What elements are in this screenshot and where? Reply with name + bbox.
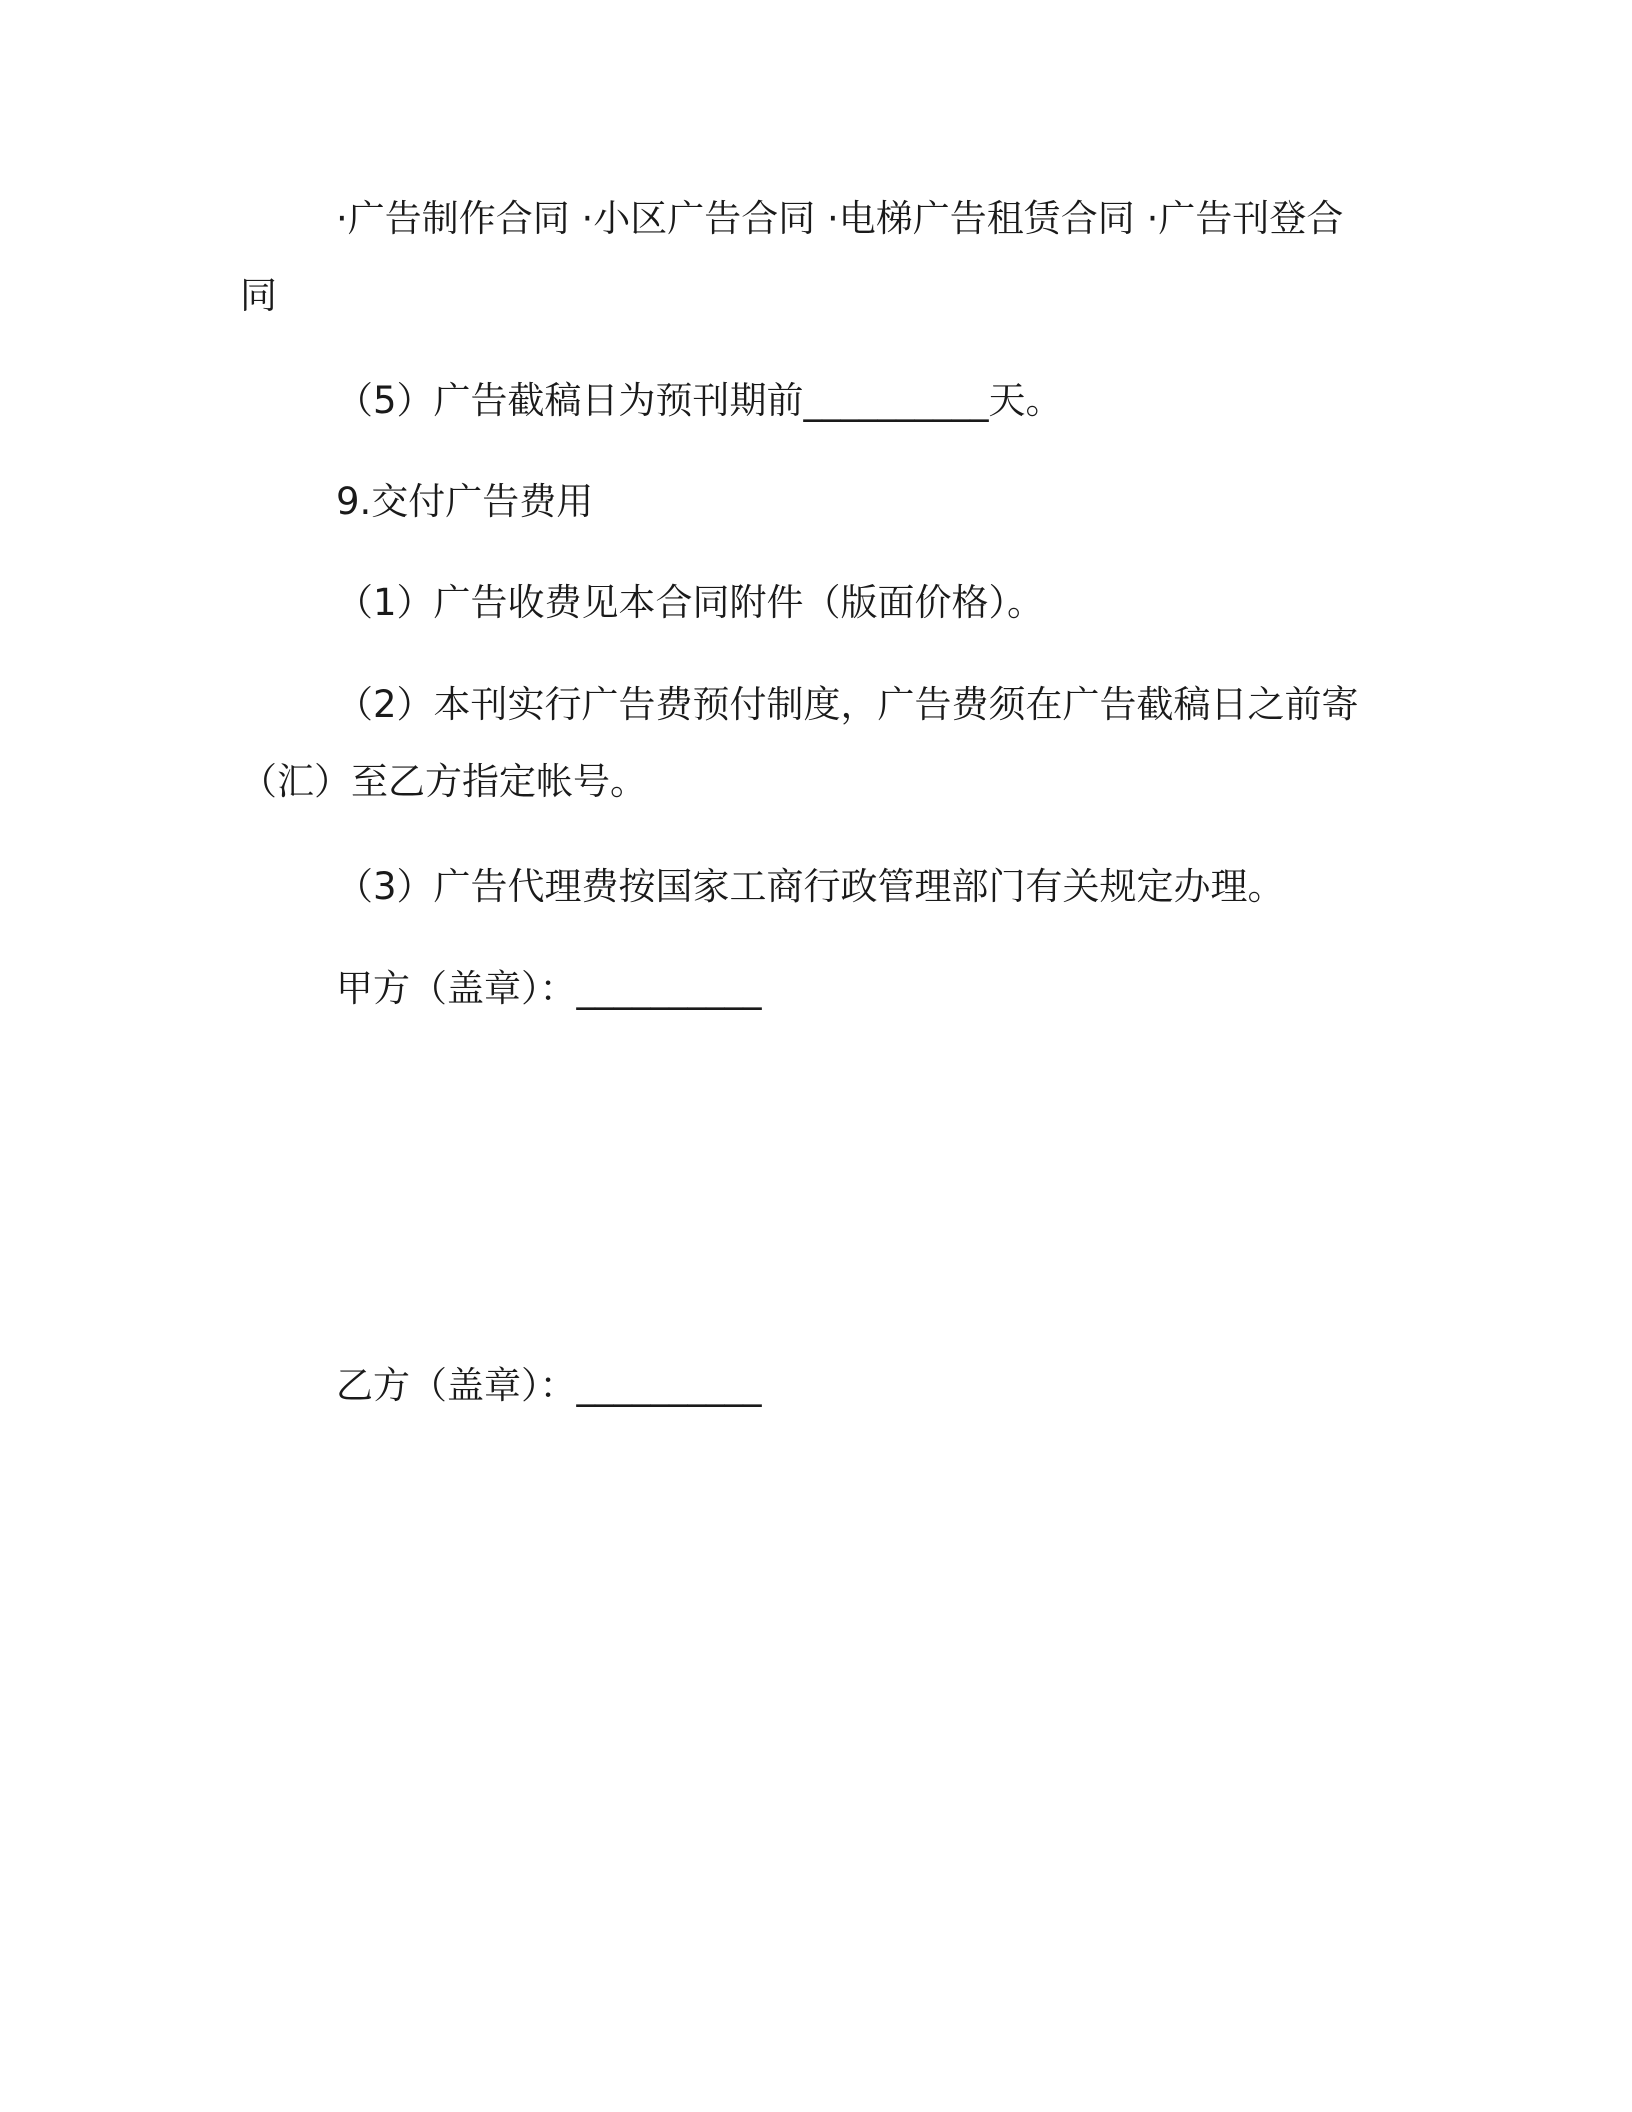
party-a-seal-line: 甲方（盖章）：__________ xyxy=(336,967,762,1010)
clause-9-1: （1）广告收费见本合同附件（版面价格）。 xyxy=(336,581,1045,624)
section-9-title: 9.交付广告费用 xyxy=(336,480,594,523)
related-links-line-1: ·广告制作合同 ·小区广告合同 ·电梯广告租赁合同 ·广告刊登合 xyxy=(336,197,1344,240)
clause-9-3: （3）广告代理费按国家工商行政管理部门有关规定办理。 xyxy=(336,865,1285,908)
party-b-seal-line: 乙方（盖章）：__________ xyxy=(336,1364,762,1407)
clause-9-2-line-1: （2）本刊实行广告费预付制度，广告费须在广告截稿日之前寄 xyxy=(336,683,1359,726)
related-links-line-2: 同 xyxy=(240,274,277,317)
clause-5: （5）广告截稿日为预刊期前__________天。 xyxy=(336,379,1063,422)
clause-9-2-line-2: （汇）至乙方指定帐号。 xyxy=(240,760,647,803)
